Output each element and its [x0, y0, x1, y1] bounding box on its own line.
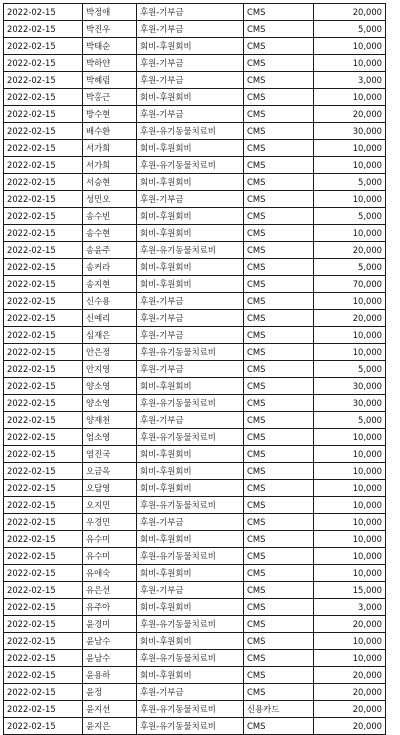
- cell-payment-method: CMS: [244, 599, 314, 616]
- table-row: [4, 701, 386, 718]
- cell-amount: 15,000: [314, 582, 386, 599]
- cell-donor-name: 유수미: [83, 548, 137, 565]
- cell-donation-type: 후원-유기동물치료비: [137, 242, 244, 259]
- cell-amount: 30,000: [314, 395, 386, 412]
- cell-donor-name: 박태순: [83, 38, 137, 55]
- cell-date: 2022-02-15: [4, 140, 83, 157]
- cell-donor-name: 양소영: [83, 378, 137, 395]
- cell-date: 2022-02-15: [4, 684, 83, 701]
- cell-donation-type: 후원-기부금: [137, 327, 244, 344]
- cell-date: 2022-02-15: [4, 582, 83, 599]
- cell-payment-method: CMS: [244, 514, 314, 531]
- cell-amount: 10,000: [314, 650, 386, 667]
- cell-payment-method: CMS: [244, 565, 314, 582]
- cell-donor-name: 안지영: [83, 361, 137, 378]
- cell-amount: 3,000: [314, 72, 386, 89]
- cell-date: 2022-02-15: [4, 225, 83, 242]
- cell-amount: 20,000: [314, 310, 386, 327]
- table-row: [4, 395, 386, 412]
- table-row: [4, 514, 386, 531]
- cell-donor-name: 윤지선: [83, 701, 137, 718]
- cell-payment-method: 신용카드: [244, 701, 314, 718]
- cell-amount: 20,000: [314, 701, 386, 718]
- table-row: [4, 497, 386, 514]
- cell-donor-name: 배수환: [83, 123, 137, 140]
- cell-donation-type: 후원-기부금: [137, 412, 244, 429]
- cell-payment-method: CMS: [244, 667, 314, 684]
- table-row: [4, 599, 386, 616]
- cell-donation-type: 회비-후원회비: [137, 89, 244, 106]
- cell-amount: 10,000: [314, 497, 386, 514]
- cell-payment-method: CMS: [244, 463, 314, 480]
- cell-amount: 10,000: [314, 429, 386, 446]
- cell-donation-type: 후원-기부금: [137, 293, 244, 310]
- cell-donor-name: 송수빈: [83, 208, 137, 225]
- table-row: [4, 650, 386, 667]
- donation-ledger-table: [3, 3, 386, 735]
- cell-payment-method: CMS: [244, 582, 314, 599]
- cell-date: 2022-02-15: [4, 718, 83, 735]
- cell-date: 2022-02-15: [4, 327, 83, 344]
- cell-donor-name: 윤남수: [83, 633, 137, 650]
- table-row: [4, 565, 386, 582]
- cell-amount: 20,000: [314, 242, 386, 259]
- cell-date: 2022-02-15: [4, 361, 83, 378]
- cell-amount: 10,000: [314, 463, 386, 480]
- cell-donor-name: 성민오: [83, 191, 137, 208]
- cell-date: 2022-02-15: [4, 174, 83, 191]
- table-row: [4, 667, 386, 684]
- cell-donor-name: 방수현: [83, 106, 137, 123]
- cell-donation-type: 회비-후원회비: [137, 565, 244, 582]
- cell-payment-method: CMS: [244, 21, 314, 38]
- cell-date: 2022-02-15: [4, 548, 83, 565]
- cell-payment-method: CMS: [244, 650, 314, 667]
- cell-amount: 10,000: [314, 480, 386, 497]
- cell-amount: 10,000: [314, 531, 386, 548]
- cell-payment-method: CMS: [244, 378, 314, 395]
- cell-donation-type: 후원-기부금: [137, 582, 244, 599]
- cell-date: 2022-02-15: [4, 565, 83, 582]
- cell-amount: 5,000: [314, 361, 386, 378]
- cell-donation-type: 후원-기부금: [137, 106, 244, 123]
- table-row: [4, 531, 386, 548]
- cell-donation-type: 회비-후원회비: [137, 599, 244, 616]
- cell-amount: 5,000: [314, 259, 386, 276]
- cell-donor-name: 양재천: [83, 412, 137, 429]
- cell-payment-method: CMS: [244, 548, 314, 565]
- cell-amount: 10,000: [314, 344, 386, 361]
- cell-amount: 10,000: [314, 446, 386, 463]
- cell-donation-type: 후원-기부금: [137, 361, 244, 378]
- cell-date: 2022-02-15: [4, 89, 83, 106]
- table-row: [4, 463, 386, 480]
- cell-payment-method: CMS: [244, 38, 314, 55]
- cell-payment-method: CMS: [244, 123, 314, 140]
- cell-donation-type: 회비-후원회비: [137, 276, 244, 293]
- table-row: [4, 55, 386, 72]
- cell-donor-name: 염진국: [83, 446, 137, 463]
- table-row: [4, 123, 386, 140]
- cell-donor-name: 박혜림: [83, 72, 137, 89]
- cell-donation-type: 회비-후원회비: [137, 208, 244, 225]
- cell-date: 2022-02-15: [4, 55, 83, 72]
- table-row: [4, 633, 386, 650]
- cell-amount: 20,000: [314, 106, 386, 123]
- cell-amount: 30,000: [314, 378, 386, 395]
- cell-payment-method: CMS: [244, 531, 314, 548]
- cell-payment-method: CMS: [244, 157, 314, 174]
- cell-donor-name: 안은정: [83, 344, 137, 361]
- cell-donor-name: 윤용하: [83, 667, 137, 684]
- cell-payment-method: CMS: [244, 89, 314, 106]
- cell-donation-type: 회비-후원회비: [137, 140, 244, 157]
- cell-payment-method: CMS: [244, 293, 314, 310]
- cell-donation-type: 회비-후원회비: [137, 225, 244, 242]
- cell-payment-method: CMS: [244, 191, 314, 208]
- cell-donation-type: 후원-유기동물치료비: [137, 718, 244, 735]
- cell-amount: 5,000: [314, 21, 386, 38]
- cell-donation-type: 후원-기부금: [137, 514, 244, 531]
- cell-donor-name: 송지현: [83, 276, 137, 293]
- cell-amount: 10,000: [314, 565, 386, 582]
- cell-amount: 10,000: [314, 140, 386, 157]
- cell-donation-type: 후원-기부금: [137, 191, 244, 208]
- cell-donor-name: 심재은: [83, 327, 137, 344]
- cell-payment-method: CMS: [244, 718, 314, 735]
- ledger-body: [4, 4, 386, 735]
- cell-payment-method: CMS: [244, 497, 314, 514]
- table-row: [4, 548, 386, 565]
- table-row: [4, 140, 386, 157]
- cell-donation-type: 후원-기부금: [137, 55, 244, 72]
- cell-donation-type: 회비-후원회비: [137, 633, 244, 650]
- cell-date: 2022-02-15: [4, 38, 83, 55]
- cell-payment-method: CMS: [244, 480, 314, 497]
- cell-amount: 20,000: [314, 684, 386, 701]
- table-row: [4, 293, 386, 310]
- cell-amount: 10,000: [314, 225, 386, 242]
- cell-date: 2022-02-15: [4, 480, 83, 497]
- table-row: [4, 480, 386, 497]
- cell-donation-type: 후원-유기동물치료비: [137, 701, 244, 718]
- cell-donation-type: 회비-후원회비: [137, 378, 244, 395]
- cell-donor-name: 박진우: [83, 21, 137, 38]
- cell-date: 2022-02-15: [4, 446, 83, 463]
- cell-donor-name: 양소영: [83, 395, 137, 412]
- cell-donation-type: 회비-후원회비: [137, 463, 244, 480]
- cell-donor-name: 박정애: [83, 4, 137, 21]
- cell-donation-type: 후원-유기동물치료비: [137, 157, 244, 174]
- cell-payment-method: CMS: [244, 429, 314, 446]
- cell-donor-name: 윤경미: [83, 616, 137, 633]
- cell-date: 2022-02-15: [4, 21, 83, 38]
- cell-amount: 10,000: [314, 327, 386, 344]
- cell-donation-type: 후원-유기동물치료비: [137, 429, 244, 446]
- table-row: [4, 225, 386, 242]
- table-row: [4, 718, 386, 735]
- cell-donor-name: 신수용: [83, 293, 137, 310]
- cell-payment-method: CMS: [244, 395, 314, 412]
- cell-donation-type: 후원-기부금: [137, 684, 244, 701]
- cell-donation-type: 회비-후원회비: [137, 667, 244, 684]
- cell-donation-type: 후원-유기동물치료비: [137, 650, 244, 667]
- cell-date: 2022-02-15: [4, 242, 83, 259]
- table-row: [4, 344, 386, 361]
- cell-amount: 20,000: [314, 616, 386, 633]
- cell-date: 2022-02-15: [4, 650, 83, 667]
- cell-donation-type: 후원-유기동물치료비: [137, 548, 244, 565]
- cell-payment-method: CMS: [244, 310, 314, 327]
- cell-payment-method: CMS: [244, 225, 314, 242]
- cell-payment-method: CMS: [244, 633, 314, 650]
- cell-date: 2022-02-15: [4, 191, 83, 208]
- cell-amount: 10,000: [314, 191, 386, 208]
- cell-payment-method: CMS: [244, 616, 314, 633]
- cell-date: 2022-02-15: [4, 497, 83, 514]
- cell-date: 2022-02-15: [4, 123, 83, 140]
- cell-payment-method: CMS: [244, 327, 314, 344]
- cell-donor-name: 박하얀: [83, 55, 137, 72]
- cell-payment-method: CMS: [244, 684, 314, 701]
- cell-donor-name: 유주아: [83, 599, 137, 616]
- cell-date: 2022-02-15: [4, 72, 83, 89]
- cell-date: 2022-02-15: [4, 106, 83, 123]
- table-row: [4, 684, 386, 701]
- table-row: [4, 191, 386, 208]
- table-row: [4, 412, 386, 429]
- cell-donation-type: 회비-후원회비: [137, 480, 244, 497]
- table-row: [4, 276, 386, 293]
- table-row: [4, 106, 386, 123]
- cell-donor-name: 송윤주: [83, 242, 137, 259]
- cell-date: 2022-02-15: [4, 463, 83, 480]
- cell-donor-name: 송수현: [83, 225, 137, 242]
- cell-date: 2022-02-15: [4, 293, 83, 310]
- cell-date: 2022-02-15: [4, 633, 83, 650]
- cell-donor-name: 신예리: [83, 310, 137, 327]
- cell-donor-name: 서가희: [83, 140, 137, 157]
- cell-amount: 10,000: [314, 293, 386, 310]
- table-row: [4, 242, 386, 259]
- cell-donation-type: 회비-후원회비: [137, 446, 244, 463]
- cell-payment-method: CMS: [244, 72, 314, 89]
- cell-amount: 10,000: [314, 89, 386, 106]
- cell-payment-method: CMS: [244, 446, 314, 463]
- cell-amount: 20,000: [314, 718, 386, 735]
- cell-donor-name: 윤지은: [83, 718, 137, 735]
- cell-payment-method: CMS: [244, 276, 314, 293]
- cell-date: 2022-02-15: [4, 412, 83, 429]
- cell-donation-type: 후원-유기동물치료비: [137, 616, 244, 633]
- cell-date: 2022-02-15: [4, 157, 83, 174]
- cell-donation-type: 회비-후원회비: [137, 174, 244, 191]
- cell-payment-method: CMS: [244, 106, 314, 123]
- cell-donor-name: 윤남수: [83, 650, 137, 667]
- cell-donor-name: 서가희: [83, 157, 137, 174]
- table-row: [4, 38, 386, 55]
- cell-payment-method: CMS: [244, 361, 314, 378]
- cell-amount: 70,000: [314, 276, 386, 293]
- cell-amount: 5,000: [314, 208, 386, 225]
- cell-donor-name: 오금옥: [83, 463, 137, 480]
- table-row: [4, 157, 386, 174]
- cell-amount: 10,000: [314, 38, 386, 55]
- table-row: [4, 616, 386, 633]
- cell-date: 2022-02-15: [4, 310, 83, 327]
- cell-amount: 10,000: [314, 514, 386, 531]
- cell-donor-name: 우경민: [83, 514, 137, 531]
- cell-amount: 30,000: [314, 123, 386, 140]
- cell-amount: 3,000: [314, 599, 386, 616]
- cell-donation-type: 후원-유기동물치료비: [137, 344, 244, 361]
- cell-donor-name: 유애숙: [83, 565, 137, 582]
- cell-donor-name: 송커라: [83, 259, 137, 276]
- cell-date: 2022-02-15: [4, 667, 83, 684]
- cell-amount: 10,000: [314, 548, 386, 565]
- table-row: [4, 89, 386, 106]
- cell-donor-name: 오담영: [83, 480, 137, 497]
- cell-payment-method: CMS: [244, 140, 314, 157]
- table-row: [4, 582, 386, 599]
- cell-date: 2022-02-15: [4, 208, 83, 225]
- cell-payment-method: CMS: [244, 412, 314, 429]
- table-row: [4, 446, 386, 463]
- cell-date: 2022-02-15: [4, 4, 83, 21]
- cell-amount: 5,000: [314, 174, 386, 191]
- cell-payment-method: CMS: [244, 242, 314, 259]
- cell-payment-method: CMS: [244, 55, 314, 72]
- cell-date: 2022-02-15: [4, 276, 83, 293]
- cell-donation-type: 후원-기부금: [137, 4, 244, 21]
- cell-date: 2022-02-15: [4, 531, 83, 548]
- cell-payment-method: CMS: [244, 208, 314, 225]
- cell-date: 2022-02-15: [4, 616, 83, 633]
- cell-donation-type: 후원-유기동물치료비: [137, 123, 244, 140]
- cell-date: 2022-02-15: [4, 599, 83, 616]
- table-row: [4, 72, 386, 89]
- table-row: [4, 378, 386, 395]
- cell-amount: 5,000: [314, 412, 386, 429]
- cell-donation-type: 후원-기부금: [137, 21, 244, 38]
- cell-amount: 10,000: [314, 633, 386, 650]
- table-row: [4, 361, 386, 378]
- table-row: [4, 429, 386, 446]
- cell-donor-name: 유수미: [83, 531, 137, 548]
- cell-amount: 20,000: [314, 4, 386, 21]
- cell-donor-name: 유은선: [83, 582, 137, 599]
- cell-donor-name: 서승현: [83, 174, 137, 191]
- table-row: [4, 21, 386, 38]
- cell-donor-name: 오지민: [83, 497, 137, 514]
- table-row: [4, 4, 386, 21]
- table-row: [4, 327, 386, 344]
- cell-donation-type: 후원-유기동물치료비: [137, 395, 244, 412]
- table-row: [4, 259, 386, 276]
- cell-amount: 10,000: [314, 55, 386, 72]
- cell-donation-type: 회비-후원회비: [137, 259, 244, 276]
- cell-payment-method: CMS: [244, 4, 314, 21]
- cell-donation-type: 후원-기부금: [137, 72, 244, 89]
- cell-donation-type: 후원-유기동물치료비: [137, 497, 244, 514]
- cell-donor-name: 엄소영: [83, 429, 137, 446]
- cell-donor-name: 박홍근: [83, 89, 137, 106]
- cell-date: 2022-02-15: [4, 344, 83, 361]
- cell-amount: 10,000: [314, 157, 386, 174]
- cell-date: 2022-02-15: [4, 395, 83, 412]
- cell-payment-method: CMS: [244, 344, 314, 361]
- cell-donation-type: 후원-기부금: [137, 310, 244, 327]
- cell-date: 2022-02-15: [4, 514, 83, 531]
- cell-payment-method: CMS: [244, 259, 314, 276]
- cell-date: 2022-02-15: [4, 259, 83, 276]
- cell-date: 2022-02-15: [4, 378, 83, 395]
- cell-date: 2022-02-15: [4, 429, 83, 446]
- table-row: [4, 310, 386, 327]
- cell-amount: 20,000: [314, 667, 386, 684]
- table-row: [4, 174, 386, 191]
- cell-date: 2022-02-15: [4, 701, 83, 718]
- cell-donation-type: 회비-후원회비: [137, 531, 244, 548]
- cell-donation-type: 회비-후원회비: [137, 38, 244, 55]
- cell-donor-name: 윤정: [83, 684, 137, 701]
- cell-payment-method: CMS: [244, 174, 314, 191]
- table-row: [4, 208, 386, 225]
